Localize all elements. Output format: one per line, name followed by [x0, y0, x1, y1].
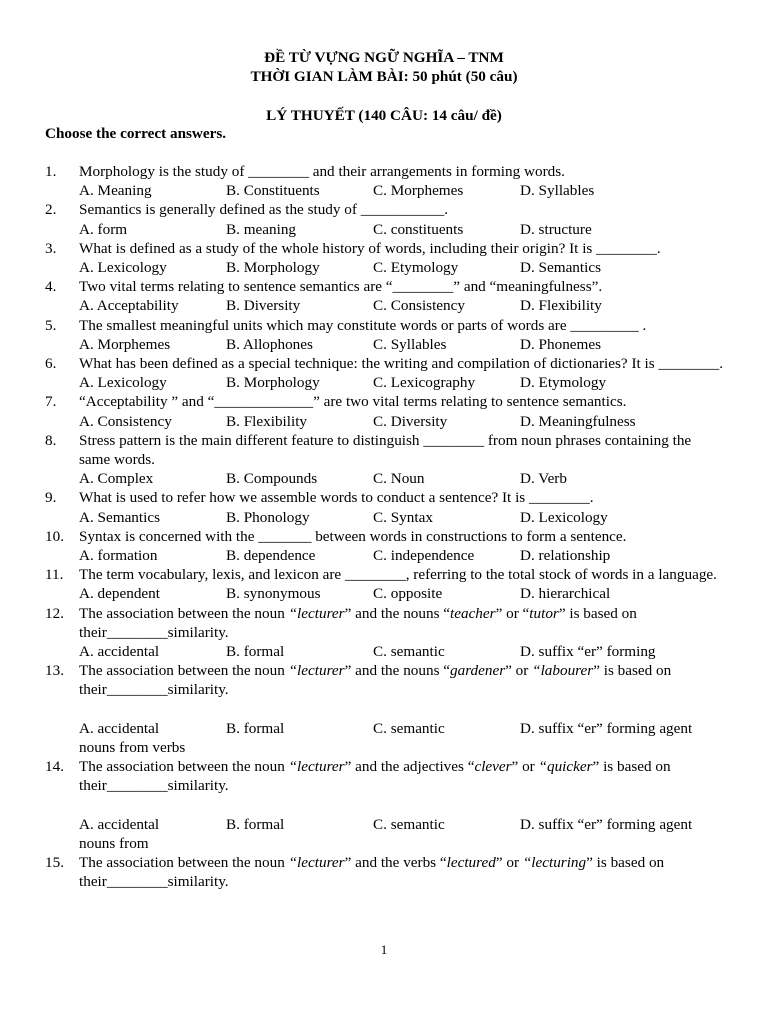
- blank-line: [79, 700, 725, 719]
- question-text: Morphology is the study of ________ and their arrangements in forming words.: [79, 163, 565, 180]
- question-number: 7.: [45, 393, 57, 411]
- answer-option[interactable]: B. Morphology: [226, 374, 320, 392]
- question-item: [45, 354, 725, 392]
- answer-option[interactable]: B. Diversity: [226, 297, 301, 315]
- answer-option[interactable]: D. suffix “er” forming agent: [520, 719, 693, 737]
- question-number: 15.: [45, 854, 64, 872]
- answer-option[interactable]: C. Etymology: [373, 258, 459, 276]
- answer-option[interactable]: B. formal: [226, 642, 285, 660]
- answer-option[interactable]: D. Meaningfulness: [520, 412, 636, 430]
- question-text: The term vocabulary, lexis, and lexicon are ________, referring to the total stock of words in a language.: [79, 566, 717, 584]
- title-line-2: THỜI GIAN LÀM BÀI: 50 phút (50 câu): [250, 68, 518, 86]
- answer-option[interactable]: C. semantic: [373, 642, 445, 660]
- question-item: [45, 853, 725, 891]
- answer-option[interactable]: B. formal: [226, 719, 285, 737]
- question-text: The association between the noun “lecturer” and the verbs “lectured” or “lecturing” is based on their________similarity.: [79, 854, 665, 891]
- answer-options: [79, 181, 725, 200]
- answer-options: [79, 296, 725, 315]
- answer-option[interactable]: A. Lexicology: [79, 374, 167, 392]
- answer-option[interactable]: B. Flexibility: [226, 412, 308, 430]
- question-number: 8.: [45, 431, 57, 449]
- answer-option[interactable]: B. synonymous: [226, 585, 321, 603]
- answer-option[interactable]: B. Morphology: [226, 258, 320, 276]
- question-text: What is defined as a study of the whole history of words, including their origin? It is ________.: [79, 239, 661, 257]
- answer-options: [79, 373, 725, 392]
- question-number: 10.: [45, 527, 64, 545]
- answer-options: [79, 220, 725, 239]
- question-number: 11.: [45, 566, 64, 584]
- question-text: The association between the noun “lecturer” and the nouns “gardener” or “labourer” is based on their________similarity.: [79, 662, 672, 699]
- answer-option[interactable]: D. Syllables: [520, 182, 595, 200]
- question-text: What has been defined as a special technique: the writing and compilation of dictionaries? It is ________.: [79, 354, 724, 372]
- question-number: 12.: [45, 604, 64, 622]
- answer-option[interactable]: B. Constituents: [226, 182, 320, 200]
- answer-option[interactable]: C. Syllables: [373, 335, 447, 353]
- answer-option[interactable]: B. Phonology: [226, 508, 310, 526]
- answer-option[interactable]: B. Compounds: [226, 470, 318, 488]
- answer-option[interactable]: C. Syntax: [373, 508, 433, 526]
- question-item: [45, 527, 725, 565]
- answer-options: [79, 642, 725, 661]
- answer-option[interactable]: A. Acceptability: [79, 297, 179, 315]
- question-item: [45, 239, 725, 277]
- answer-option[interactable]: A. formation: [79, 546, 158, 564]
- answer-option[interactable]: D. Phonemes: [520, 335, 601, 353]
- answer-option[interactable]: A. Morphemes: [79, 335, 171, 353]
- answer-option[interactable]: D. Flexibility: [520, 297, 602, 315]
- answer-options: [79, 584, 725, 603]
- question-text: Two vital terms relating to sentence semantics are “________” and “meaningfulness”.: [79, 278, 603, 296]
- answer-option[interactable]: D. structure: [520, 220, 592, 238]
- answer-option[interactable]: A. form: [79, 220, 128, 238]
- answer-option[interactable]: A. Complex: [79, 470, 154, 488]
- answer-option[interactable]: D. hierarchical: [520, 585, 611, 603]
- answer-option[interactable]: C. Diversity: [373, 412, 448, 430]
- answer-option[interactable]: B. dependence: [226, 546, 316, 564]
- answer-option[interactable]: A. Consistency: [79, 412, 172, 430]
- answer-option[interactable]: B. formal: [226, 815, 285, 833]
- question-item: [45, 661, 725, 757]
- question-number: 14.: [45, 758, 64, 776]
- answer-option[interactable]: C. Lexicography: [373, 374, 476, 392]
- question-item: [45, 392, 725, 430]
- question-text: The association between the noun “lecturer” and the nouns “teacher” or “tutor” is based on their________similarity.: [79, 604, 637, 641]
- answer-option[interactable]: C. Consistency: [373, 297, 465, 315]
- question-number: 9.: [45, 489, 57, 507]
- question-list: [45, 162, 725, 891]
- question-text: The smallest meaningful units which may constitute words or parts of words are _________ .: [79, 316, 647, 334]
- answer-option[interactable]: C. semantic: [373, 719, 445, 737]
- answer-option[interactable]: B. Allophones: [226, 335, 313, 353]
- answer-option[interactable]: C. semantic: [373, 815, 445, 833]
- question-item: [45, 565, 725, 603]
- answer-option[interactable]: D. suffix “er” forming agent: [520, 815, 693, 833]
- instruction-text: Choose the correct answers.: [45, 125, 227, 142]
- answer-option[interactable]: A. Semantics: [79, 508, 160, 526]
- question-number: 4.: [45, 278, 57, 296]
- answer-option[interactable]: D. suffix “er” forming: [520, 642, 656, 660]
- answer-options: [79, 546, 725, 565]
- document-header: [0, 48, 768, 126]
- question-item: [45, 162, 725, 200]
- question-number: 3.: [45, 239, 57, 257]
- page-number: 1: [380, 942, 388, 957]
- question-text: The association between the noun “lecturer” and the adjectives “clever” or “quicker” is based on their________similarity.: [79, 758, 671, 795]
- answer-option[interactable]: D. Semantics: [520, 258, 601, 276]
- answer-option[interactable]: A. accidental: [79, 642, 160, 660]
- answer-option[interactable]: D. relationship: [520, 546, 611, 564]
- question-text: Stress pattern is the main different feature to distinguish ________ from noun phrases containing the same words.: [79, 431, 692, 468]
- question-text: Syntax is concerned with the _______ between words in constructions to form a sentence.: [79, 527, 627, 545]
- option-continuation: nouns from: [79, 834, 149, 852]
- answer-options: [79, 508, 725, 527]
- answer-options: [79, 335, 725, 354]
- question-number: 13.: [45, 662, 64, 680]
- answer-option[interactable]: D. Etymology: [520, 374, 607, 392]
- answer-options: [79, 469, 725, 488]
- answer-option[interactable]: A. dependent: [79, 585, 160, 603]
- answer-options: [79, 412, 725, 431]
- answer-option[interactable]: C. constituents: [373, 220, 464, 238]
- answer-option[interactable]: A. Lexicology: [79, 258, 167, 276]
- question-item: [45, 488, 725, 526]
- question-item: [45, 200, 725, 238]
- answer-option[interactable]: B. meaning: [226, 220, 297, 238]
- question-item: [45, 604, 725, 662]
- question-number: 5.: [45, 316, 57, 334]
- answer-option[interactable]: D. Verb: [520, 470, 567, 488]
- answer-option[interactable]: C. opposite: [373, 585, 443, 603]
- section-title: LÝ THUYẾT (140 CÂU: 14 câu/ đề): [266, 107, 502, 125]
- question-number: 1.: [45, 163, 57, 180]
- question-item: [45, 431, 725, 489]
- question-item: [45, 277, 725, 315]
- question-text: Semantics is generally defined as the study of ___________.: [79, 201, 449, 219]
- answer-options: [79, 815, 725, 834]
- answer-option[interactable]: A. accidental: [79, 719, 160, 737]
- answer-option[interactable]: C. independence: [373, 546, 475, 564]
- answer-option[interactable]: D. Lexicology: [520, 508, 608, 526]
- answer-option[interactable]: A. Meaning: [79, 182, 152, 200]
- option-continuation: nouns from verbs: [79, 738, 186, 756]
- question-item: [45, 316, 725, 354]
- answer-options: [79, 719, 725, 738]
- answer-option[interactable]: A. accidental: [79, 815, 160, 833]
- answer-option[interactable]: C. Morphemes: [373, 182, 464, 200]
- title-line-1: ĐỀ TỪ VỰNG NGỮ NGHĨA – TNM: [264, 49, 504, 66]
- blank-line: [79, 795, 725, 814]
- question-text: What is used to refer how we assemble words to conduct a sentence? It is ________.: [79, 489, 594, 507]
- answer-option[interactable]: C. Noun: [373, 470, 425, 488]
- question-number: 6.: [45, 354, 57, 372]
- answer-options: [79, 258, 725, 277]
- question-item: [45, 757, 725, 853]
- question-number: 2.: [45, 201, 57, 219]
- question-text: “Acceptability ” and “_____________” are two vital terms relating to sentence semantics.: [79, 393, 627, 411]
